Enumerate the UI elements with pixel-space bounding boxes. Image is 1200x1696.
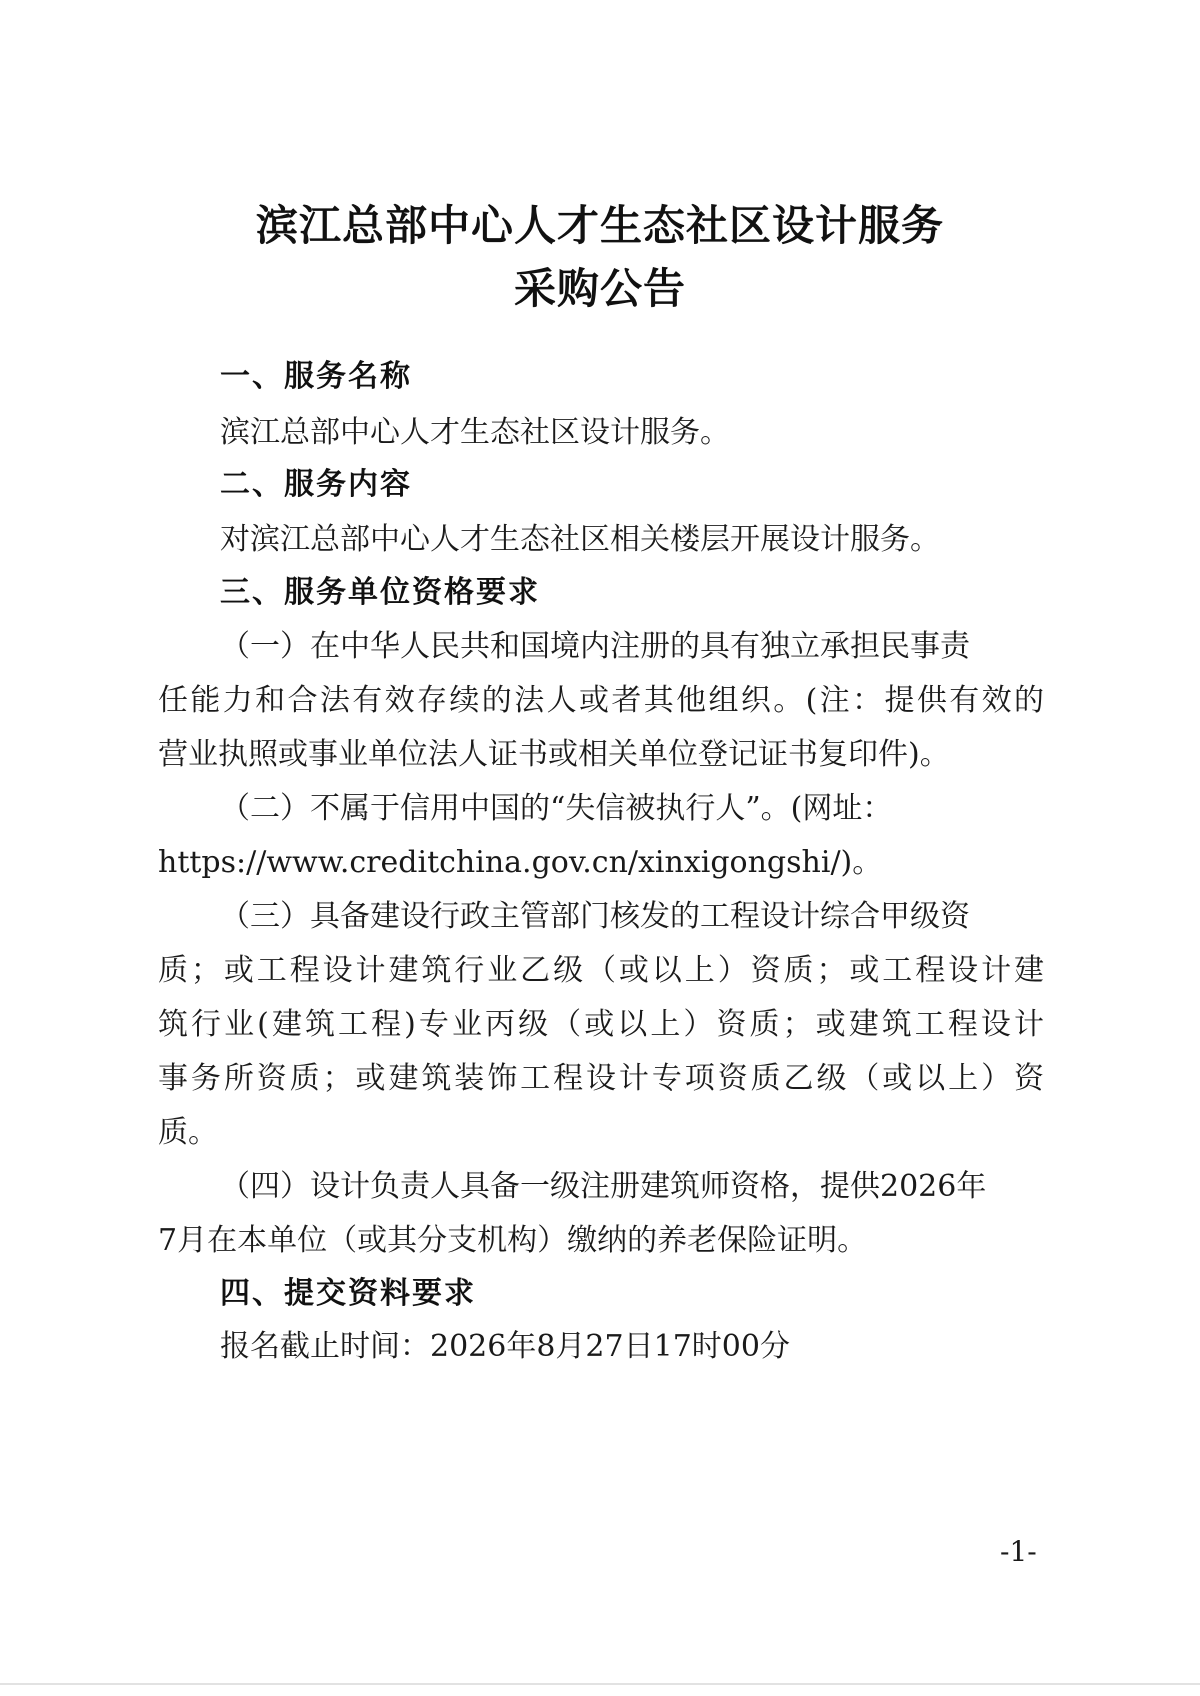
qualification-item-3-line-1: （三）具备建设行政主管部门核发的工程设计综合甲级资: [220, 899, 970, 934]
qualification-item-3-line-3: 筑行业(建筑工程)专业丙级（或以上）资质；或建筑工程设计: [158, 1007, 1044, 1042]
section-text-service-content: 对滨江总部中心人才生态社区相关楼层开展设计服务。: [220, 522, 940, 557]
page-bottom-edge: [0, 1683, 1200, 1685]
qualification-item-3-line-5: 质。: [158, 1115, 218, 1150]
qualification-item-2-line-1: （二）不属于信用中国的“失信被执行人”。(网址：: [220, 791, 893, 826]
document-title-line-1: 滨江总部中心人才生态社区设计服务: [255, 201, 944, 250]
qualification-item-2-line-2: https://www.creditchina.gov.cn/xinxigongshi/)。: [158, 845, 883, 880]
section-heading-qualification: 三、服务单位资格要求: [220, 575, 540, 610]
qualification-item-3-line-4: 事务所资质；或建筑装饰工程设计专项资质乙级（或以上）资: [158, 1061, 1044, 1096]
qualification-item-4-line-1: （四）设计负责人具备一级注册建筑师资格，提供2026年: [220, 1169, 987, 1204]
qualification-item-1-line-1: （一）在中华人民共和国境内注册的具有独立承担民事责: [220, 629, 970, 664]
qualification-item-1-line-2: 任能力和合法有效存续的法人或者其他组织。(注：提供有效的: [158, 683, 1044, 718]
section-heading-submission: 四、提交资料要求: [220, 1276, 476, 1311]
section-text-service-name: 滨江总部中心人才生态社区设计服务。: [220, 415, 730, 450]
document-title-line-2: 采购公告: [513, 264, 686, 313]
section-heading-service-content: 二、服务内容: [220, 467, 412, 502]
qualification-item-3-line-2: 质；或工程设计建筑行业乙级（或以上）资质；或工程设计建: [158, 953, 1044, 988]
qualification-item-1-line-3: 营业执照或事业单位法人证书或相关单位登记证书复印件)。: [158, 737, 950, 772]
section-heading-service-name: 一、服务名称: [220, 359, 412, 394]
page-number: -1-: [1000, 1535, 1037, 1568]
registration-deadline: 报名截止时间：2026年8月27日17时00分: [220, 1329, 790, 1364]
qualification-item-4-line-2: 7月在本单位（或其分支机构）缴纳的养老保险证明。: [158, 1223, 868, 1258]
